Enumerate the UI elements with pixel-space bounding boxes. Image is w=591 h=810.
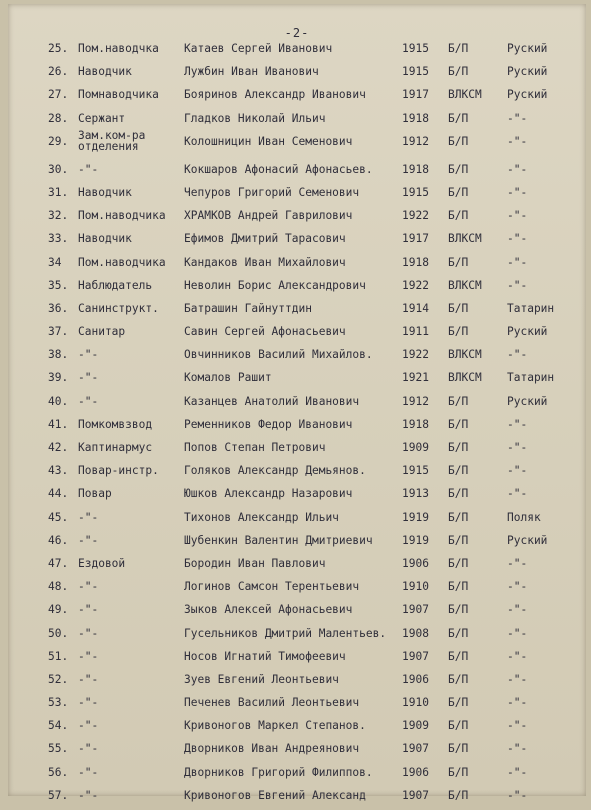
- table-row: [8, 532, 586, 555]
- name-cell: Гусельников Дмитрий Малентьев.: [184, 626, 387, 640]
- birth-year-cell: 1907: [402, 649, 429, 663]
- row-number: 36.: [48, 301, 69, 315]
- table-row: [8, 86, 586, 109]
- birth-year-cell: 1908: [402, 626, 429, 640]
- name-cell: Кривоногов Евгений Александ: [184, 788, 366, 802]
- row-number: 37.: [48, 325, 69, 339]
- table-row: [8, 648, 586, 671]
- name-cell: Зыков Алексей Афонасьевич: [184, 603, 353, 617]
- row-number: 49.: [48, 603, 69, 617]
- party-cell: Б/П: [448, 765, 469, 779]
- name-cell: Ременников Федор Иванович: [184, 417, 353, 431]
- row-number: 57.: [48, 788, 69, 802]
- row-number: 31.: [48, 185, 69, 199]
- nationality-cell: -"-: [507, 649, 528, 663]
- rank-cell: Наблюдатель: [78, 278, 153, 292]
- party-cell: Б/П: [448, 209, 469, 223]
- nationality-cell: -"-: [507, 788, 528, 802]
- table-row: [8, 300, 586, 323]
- row-number: 46.: [48, 533, 69, 547]
- row-number: 33.: [48, 232, 69, 246]
- rank-cell: Зам.ком-ра отделения: [78, 129, 146, 152]
- page-number: -2-: [284, 26, 310, 40]
- table-row: [8, 694, 586, 717]
- nationality-cell: -"-: [507, 255, 528, 269]
- party-cell: Б/П: [448, 533, 469, 547]
- nationality-cell: Руский: [507, 325, 548, 339]
- nationality-cell: Руский: [507, 533, 548, 547]
- rank-cell: -"-: [78, 719, 99, 733]
- rank-cell: -"-: [78, 765, 99, 779]
- name-cell: Юшков Александр Назарович: [184, 487, 353, 501]
- name-cell: Голяков Александр Демьянов.: [184, 464, 366, 478]
- birth-year-cell: 1909: [402, 719, 429, 733]
- nationality-cell: Руский: [507, 42, 548, 55]
- name-cell: Катаев Сергей Иванович: [184, 42, 333, 55]
- birth-year-cell: 1919: [402, 510, 429, 524]
- table-row: [8, 277, 586, 300]
- name-cell: Носов Игнатий Тимофеевич: [184, 649, 346, 663]
- table-row: [8, 184, 586, 207]
- name-cell: Неволин Борис Александрович: [184, 278, 366, 292]
- rank-cell: Повар: [78, 487, 112, 501]
- birth-year-cell: 1918: [402, 111, 429, 125]
- table-row: [8, 601, 586, 624]
- nationality-cell: -"-: [507, 111, 528, 125]
- name-cell: Зуев Евгений Леонтьевич: [184, 672, 339, 686]
- rank-cell: Пом.наводчика: [78, 255, 166, 269]
- nationality-cell: -"-: [507, 162, 528, 176]
- roster-table: [8, 40, 586, 810]
- row-number: 48.: [48, 580, 69, 594]
- party-cell: Б/П: [448, 742, 469, 756]
- name-cell: Кандаков Иван Михайлович: [184, 255, 346, 269]
- party-cell: Б/П: [448, 464, 469, 478]
- birth-year-cell: 1922: [402, 209, 429, 223]
- party-cell: Б/П: [448, 487, 469, 501]
- nationality-cell: Руский: [507, 394, 548, 408]
- row-number: 53.: [48, 696, 69, 710]
- rank-cell: -"-: [78, 626, 99, 640]
- name-cell: Казанцев Анатолий Иванович: [184, 394, 360, 408]
- nationality-cell: Татарин: [507, 301, 555, 315]
- party-cell: Б/П: [448, 441, 469, 454]
- name-cell: Батрашин Гайнуттдин: [184, 301, 312, 315]
- row-number: 29.: [48, 134, 69, 148]
- nationality-cell: Татарин: [507, 371, 555, 385]
- name-cell: ХРАМКОВ Андрей Гаврилович: [184, 209, 353, 223]
- rank-cell: Пом.наводчка: [78, 42, 159, 55]
- row-number: 28.: [48, 111, 69, 125]
- name-cell: Тихонов Александр Ильич: [184, 510, 339, 524]
- nationality-cell: -"-: [507, 278, 528, 292]
- row-number: 52.: [48, 672, 69, 686]
- rank-cell: -"-: [78, 162, 99, 176]
- rank-cell: Пом.наводчика: [78, 209, 166, 223]
- row-number: 45.: [48, 510, 69, 524]
- rank-cell: Повар-инстр.: [78, 464, 159, 478]
- row-number: 25.: [48, 42, 69, 55]
- table-row: [8, 439, 586, 462]
- row-number: 26.: [48, 65, 69, 79]
- rank-cell: Ездовой: [78, 556, 126, 570]
- name-cell: Чепуров Григорий Семенович: [184, 185, 360, 199]
- rank-cell: Помнаводчика: [78, 88, 159, 102]
- birth-year-cell: 1912: [402, 394, 429, 408]
- row-number: 42.: [48, 441, 69, 454]
- birth-year-cell: 1912: [402, 134, 429, 148]
- party-cell: Б/П: [448, 394, 469, 408]
- table-row: [8, 740, 586, 763]
- row-number: 34: [48, 255, 62, 269]
- name-cell: Гладков Николай Ильич: [184, 111, 326, 125]
- party-cell: Б/П: [448, 510, 469, 524]
- party-cell: ВЛКСМ: [448, 348, 482, 362]
- nationality-cell: -"-: [507, 719, 528, 733]
- table-row: [8, 764, 586, 787]
- birth-year-cell: 1915: [402, 65, 429, 79]
- nationality-cell: Поляк: [507, 510, 541, 524]
- table-row: [8, 787, 586, 810]
- name-cell: Комалов Рашит: [184, 371, 272, 385]
- birth-year-cell: 1907: [402, 742, 429, 756]
- table-row: [8, 346, 586, 369]
- birth-year-cell: 1915: [402, 464, 429, 478]
- table-row: [8, 717, 586, 740]
- birth-year-cell: 1911: [402, 325, 429, 339]
- birth-year-cell: 1918: [402, 162, 429, 176]
- nationality-cell: -"-: [507, 765, 528, 779]
- birth-year-cell: 1918: [402, 255, 429, 269]
- name-cell: Кокшаров Афонасий Афонасьев.: [184, 162, 373, 176]
- table-row: [8, 207, 586, 230]
- name-cell: Кривоногов Маркел Степанов.: [184, 719, 366, 733]
- nationality-cell: -"-: [507, 487, 528, 501]
- table-row: [8, 462, 586, 485]
- party-cell: ВЛКСМ: [448, 371, 482, 385]
- name-cell: Овчинников Василий Михайлов.: [184, 348, 373, 362]
- birth-year-cell: 1919: [402, 533, 429, 547]
- name-cell: Савин Сергей Афонасьевич: [184, 325, 346, 339]
- birth-year-cell: 1910: [402, 696, 429, 710]
- party-cell: Б/П: [448, 672, 469, 686]
- party-cell: Б/П: [448, 255, 469, 269]
- party-cell: Б/П: [448, 65, 469, 79]
- birth-year-cell: 1922: [402, 348, 429, 362]
- party-cell: ВЛКСМ: [448, 232, 482, 246]
- name-cell: Шубенкин Валентин Дмитриевич: [184, 533, 373, 547]
- name-cell: Дворников Григорий Филиппов.: [184, 765, 373, 779]
- table-row: [8, 555, 586, 578]
- party-cell: Б/П: [448, 580, 469, 594]
- party-cell: Б/П: [448, 556, 469, 570]
- name-cell: Бородин Иван Павлович: [184, 556, 326, 570]
- table-row: [8, 485, 586, 508]
- table-row: [8, 393, 586, 416]
- nationality-cell: -"-: [507, 417, 528, 431]
- row-number: 51.: [48, 649, 69, 663]
- party-cell: Б/П: [448, 788, 469, 802]
- row-number: 55.: [48, 742, 69, 756]
- row-number: 35.: [48, 278, 69, 292]
- birth-year-cell: 1907: [402, 603, 429, 617]
- birth-year-cell: 1914: [402, 301, 429, 315]
- row-number: 43.: [48, 464, 69, 478]
- row-number: 38.: [48, 348, 69, 362]
- rank-cell: -"-: [78, 348, 99, 362]
- rank-cell: Помкомвзвод: [78, 417, 153, 431]
- row-number: 56.: [48, 765, 69, 779]
- row-number: 39.: [48, 371, 69, 385]
- party-cell: Б/П: [448, 649, 469, 663]
- birth-year-cell: 1913: [402, 487, 429, 501]
- document-page: [8, 4, 586, 802]
- rank-cell: Наводчик: [78, 65, 132, 79]
- rank-cell: -"-: [78, 649, 99, 663]
- table-row: [8, 323, 586, 346]
- table-row: [8, 40, 586, 63]
- name-cell: Колошницин Иван Семенович: [184, 134, 353, 148]
- nationality-cell: -"-: [507, 232, 528, 246]
- birth-year-cell: 1907: [402, 788, 429, 802]
- rank-cell: -"-: [78, 788, 99, 802]
- party-cell: ВЛКСМ: [448, 278, 482, 292]
- birth-year-cell: 1906: [402, 556, 429, 570]
- rank-cell: Наводчик: [78, 185, 132, 199]
- nationality-cell: -"-: [507, 603, 528, 617]
- table-row: [8, 671, 586, 694]
- row-number: 32.: [48, 209, 69, 223]
- table-row: [8, 161, 586, 184]
- name-cell: Бояринов Александр Иванович: [184, 88, 366, 102]
- nationality-cell: -"-: [507, 672, 528, 686]
- rank-cell: -"-: [78, 580, 99, 594]
- rank-cell: -"-: [78, 742, 99, 756]
- rank-cell: Сержант: [78, 111, 126, 125]
- name-cell: Логинов Самсон Терентьевич: [184, 580, 360, 594]
- nationality-cell: -"-: [507, 209, 528, 223]
- birth-year-cell: 1909: [402, 441, 429, 454]
- rank-cell: Санитар: [78, 325, 126, 339]
- nationality-cell: -"-: [507, 556, 528, 570]
- table-row: [8, 254, 586, 277]
- table-row: [8, 63, 586, 86]
- name-cell: Печенев Василий Леонтьевич: [184, 696, 360, 710]
- birth-year-cell: 1917: [402, 88, 429, 102]
- table-row: [8, 509, 586, 532]
- rank-cell: Санинструкт.: [78, 301, 159, 315]
- party-cell: Б/П: [448, 301, 469, 315]
- table-row: [8, 625, 586, 648]
- rank-cell: -"-: [78, 371, 99, 385]
- table-row: [8, 369, 586, 392]
- birth-year-cell: 1915: [402, 42, 429, 55]
- table-row: [8, 578, 586, 601]
- rank-cell: -"-: [78, 603, 99, 617]
- row-number: 41.: [48, 417, 69, 431]
- row-number: 30.: [48, 162, 69, 176]
- table-row: [8, 416, 586, 439]
- rank-cell: Наводчик: [78, 232, 132, 246]
- birth-year-cell: 1917: [402, 232, 429, 246]
- nationality-cell: -"-: [507, 185, 528, 199]
- birth-year-cell: 1915: [402, 185, 429, 199]
- party-cell: Б/П: [448, 719, 469, 733]
- rank-cell: -"-: [78, 510, 99, 524]
- name-cell: Ефимов Дмитрий Тарасович: [184, 232, 346, 246]
- table-row: [8, 230, 586, 253]
- nationality-cell: -"-: [507, 696, 528, 710]
- birth-year-cell: 1921: [402, 371, 429, 385]
- birth-year-cell: 1918: [402, 417, 429, 431]
- nationality-cell: -"-: [507, 348, 528, 362]
- party-cell: Б/П: [448, 134, 469, 148]
- nationality-cell: -"-: [507, 441, 528, 454]
- birth-year-cell: 1910: [402, 580, 429, 594]
- row-number: 40.: [48, 394, 69, 408]
- party-cell: Б/П: [448, 696, 469, 710]
- rank-cell: -"-: [78, 533, 99, 547]
- row-number: 47.: [48, 556, 69, 570]
- name-cell: Попов Степан Петрович: [184, 441, 326, 454]
- rank-cell: -"-: [78, 696, 99, 710]
- party-cell: Б/П: [448, 162, 469, 176]
- rank-cell: -"-: [78, 394, 99, 408]
- name-cell: Лужбин Иван Иванович: [184, 65, 319, 79]
- row-number: 54.: [48, 719, 69, 733]
- nationality-cell: -"-: [507, 580, 528, 594]
- nationality-cell: -"-: [507, 626, 528, 640]
- party-cell: ВЛКСМ: [448, 88, 482, 102]
- name-cell: Дворников Иван Андреянович: [184, 742, 360, 756]
- party-cell: Б/П: [448, 626, 469, 640]
- nationality-cell: -"-: [507, 134, 528, 148]
- party-cell: Б/П: [448, 111, 469, 125]
- table-row: [8, 129, 586, 161]
- party-cell: Б/П: [448, 325, 469, 339]
- row-number: 27.: [48, 88, 69, 102]
- row-number: 44.: [48, 487, 69, 501]
- party-cell: Б/П: [448, 185, 469, 199]
- nationality-cell: Руский: [507, 88, 548, 102]
- nationality-cell: Руский: [507, 65, 548, 79]
- row-number: 50.: [48, 626, 69, 640]
- nationality-cell: -"-: [507, 464, 528, 478]
- party-cell: Б/П: [448, 42, 469, 55]
- party-cell: Б/П: [448, 603, 469, 617]
- birth-year-cell: 1906: [402, 672, 429, 686]
- birth-year-cell: 1922: [402, 278, 429, 292]
- birth-year-cell: 1906: [402, 765, 429, 779]
- nationality-cell: -"-: [507, 742, 528, 756]
- rank-cell: -"-: [78, 672, 99, 686]
- party-cell: Б/П: [448, 417, 469, 431]
- rank-cell: Каптинармус: [78, 441, 153, 454]
